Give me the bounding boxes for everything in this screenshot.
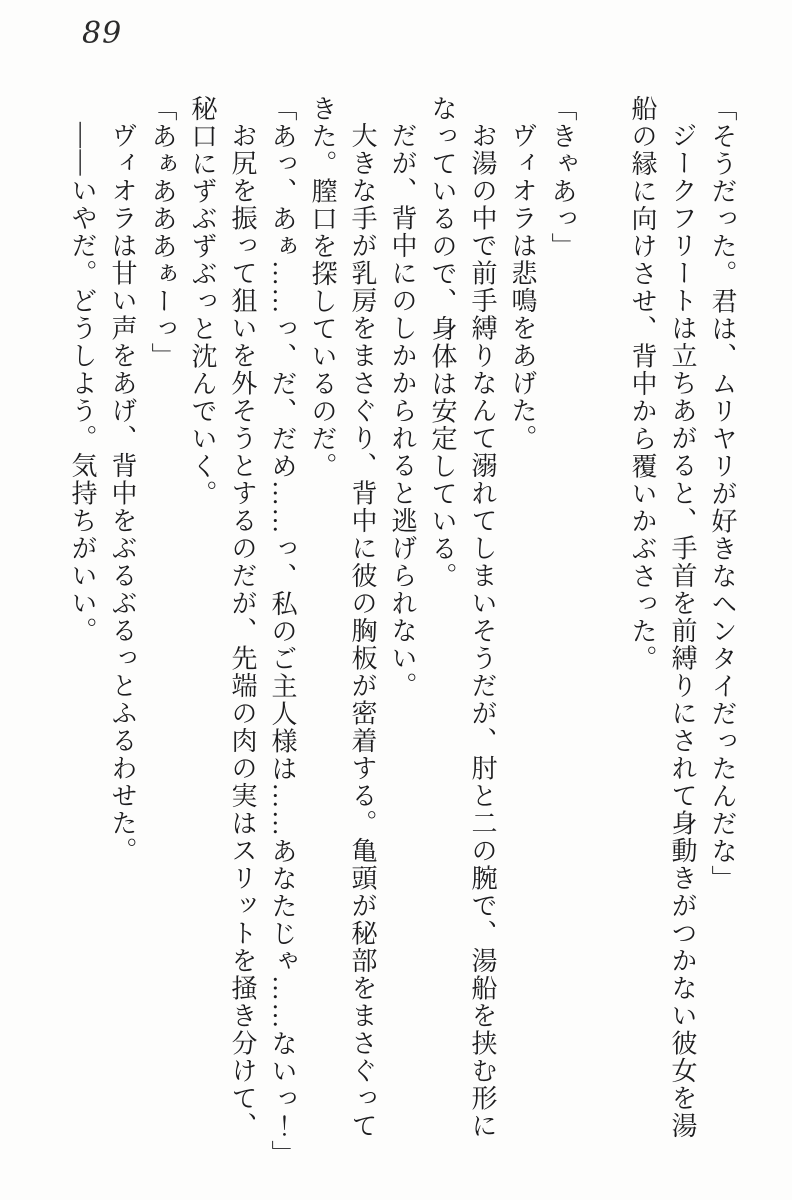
text-line: ――いやだ。どうしよう。気持ちがいい。 — [68, 122, 97, 645]
text-line: 「そうだった。君は、ムリヤリが好きなヘンタイだったんだな」 — [708, 95, 737, 893]
text-line: ヴィオラは甘い声をあげ、背中をぶるぶるっとふるわせた。 — [108, 122, 137, 865]
text-line: ジークフリートは立ちあがると、手首を前縛りにされて身動きがつかない彼女を湯 — [668, 122, 697, 1140]
text-line: ヴィオラは悲鳴をあげた。 — [508, 122, 537, 452]
text-line: お尻を振って狙いを外そうとするのだが、先端の肉の実はスリットを掻き分けて、 — [228, 122, 257, 1140]
text-line: お湯の中で前手縛りなんて溺れてしまいそうだが、肘と二の腕で、湯船を挟む形に — [468, 122, 497, 1140]
text-line: 大きな手が乳房をまさぐり、背中に彼の胸板が密着する。亀頭が秘部をまさぐって — [348, 122, 377, 1140]
text-line: 船の縁に向けさせ、背中から覆いかぶさった。 — [628, 95, 657, 673]
text-line: なっているので、身体は安定している。 — [428, 95, 457, 590]
page-number: 89 — [82, 16, 123, 51]
text-line: 「あっ、あぁ……っ、だ、だめ……っ、私のご主人様は……あなたじゃ……ないっ！」 — [268, 95, 297, 1168]
page-text — [62, 95, 742, 1168]
text-line: だが、背中にのしかかられると逃げられない。 — [388, 122, 417, 700]
text-line: 「きゃあっ」 — [548, 95, 577, 260]
blank-column — [582, 95, 622, 1115]
text-line: 「あぁあああぁーっ」 — [148, 95, 177, 370]
text-line: 秘口にずぶずぶっと沈んでいく。 — [188, 95, 217, 508]
text-line: きた。膣口を探しているのだ。 — [308, 95, 337, 480]
